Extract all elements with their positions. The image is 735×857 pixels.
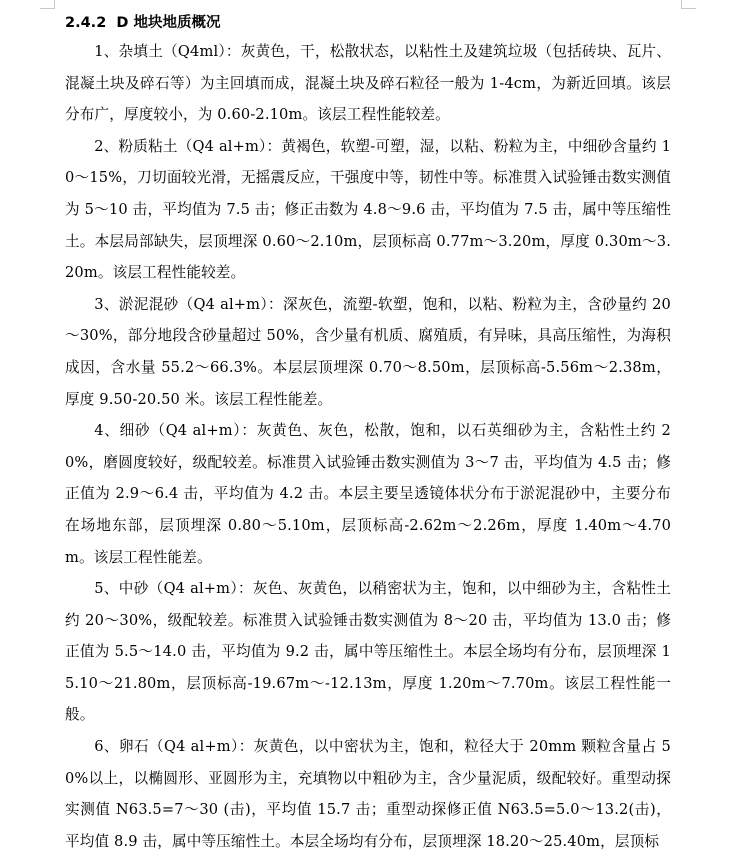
paragraph-medium-sand: 5、中砂（Q4 al+m）：灰色、灰黄色，以稍密状为主，饱和，以中细砂为主，含粘性土约 20～30%，级配较差。标准贯入试验锤击数实测值为 8～20 击，平均值为 13.0 击；修正值为 5.5～14.0 击，平均值为 9.2 击，属中等压缩性土。本层全场均有分布，层顶埋深 15.10～21.80m，层顶标高-19.67m～-12.13m，厚度 1.20m～7.70m。该层工程性能一般。 (65, 580, 671, 724)
section-number: 2.4.2 (65, 15, 107, 31)
document-page (65, 10, 671, 857)
section-heading (65, 10, 671, 36)
page-corner-mark-top-left (40, 8, 54, 9)
paragraph-fine-sand: 4、细砂（Q4 al+m）：灰黄色、灰色，松散，饱和，以石英细砂为主，含粘性土约 20%，磨圆度较好，级配较差。标准贯入试验锤击数实测值为 3～7 击，平均值为 4.5 击；修正值为 2.9～6.4 击，平均值为 4.2 击。本层主要呈透镜体状分布于淤泥混砂中，主要分布在场地东部，层顶埋深 0.80～5.10m，层顶标高-2.62m～2.26m，厚度 1.40m～4.70m。该层工程性能差。 (65, 422, 671, 566)
page-corner-mark-top-right (682, 8, 696, 9)
paragraph-pebble: 6、卵石（Q4 al+m）：灰黄色，以中密状为主，饱和，粒径大于 20mm 颗粒含量占 50%以上，以椭圆形、亚圆形为主，充填物以中粗砂为主，含少量泥质，级配较好。重型动探实测值 N63.5=7～30 (击)，平均值 15.7 击；重型动探修正值 N63.5=5.0～13.2(击)，平均值 8.9 击，属中等压缩性土。本层全场均有分布，层顶埋深 18.20～25.40m，层顶标 (65, 738, 671, 850)
page-corner-mark-top-right (681, 0, 682, 9)
page-corner-mark-top-left (54, 0, 55, 9)
paragraph-silty-clay: 2、粉质粘土（Q4 al+m）：黄褐色，软塑-可塑，湿，以粘、粉粒为主，中细砂含量约 10～15%，刀切面较光滑，无摇震反应，干强度中等，韧性中等。标准贯入试验锤击数实测值为 5～10 击，平均值为 7.5 击；修正击数为 4.8～9.6 击，平均值为 7.5 击，属中等压缩性土。本层局部缺失，层顶埋深 0.60～2.10m，层顶标高 0.77m～3.20m，厚度 0.30m～3.20m。该层工程性能较差。 (65, 137, 671, 282)
paragraph-fill-soil: 1、杂填土（Q4ml）：灰黄色，干，松散状态，以粘性土及建筑垃圾（包括砖块、瓦片、混凝土块及碎石等）为主回填而成，混凝土块及碎石粒径一般为 1-4cm，为新近回填。该层分布广，厚度较小，为 0.60-2.10m。该层工程性能较差。 (65, 43, 671, 124)
section-title: D 地块地质概况 (116, 15, 221, 31)
paragraph-muddy-sand: 3、淤泥混砂（Q4 al+m）：深灰色，流塑-软塑，饱和，以粘、粉粒为主，含砂量约 20～30%，部分地段含砂量超过 50%，含少量有机质、腐殖质，有异味，具高压缩性，为海积成因，含水量 55.2～66.3%。本层层顶埋深 0.70～8.50m，层顶标高-5.56m～2.38m，厚度 9.50-20.50 米。该层工程性能差。 (65, 295, 671, 408)
